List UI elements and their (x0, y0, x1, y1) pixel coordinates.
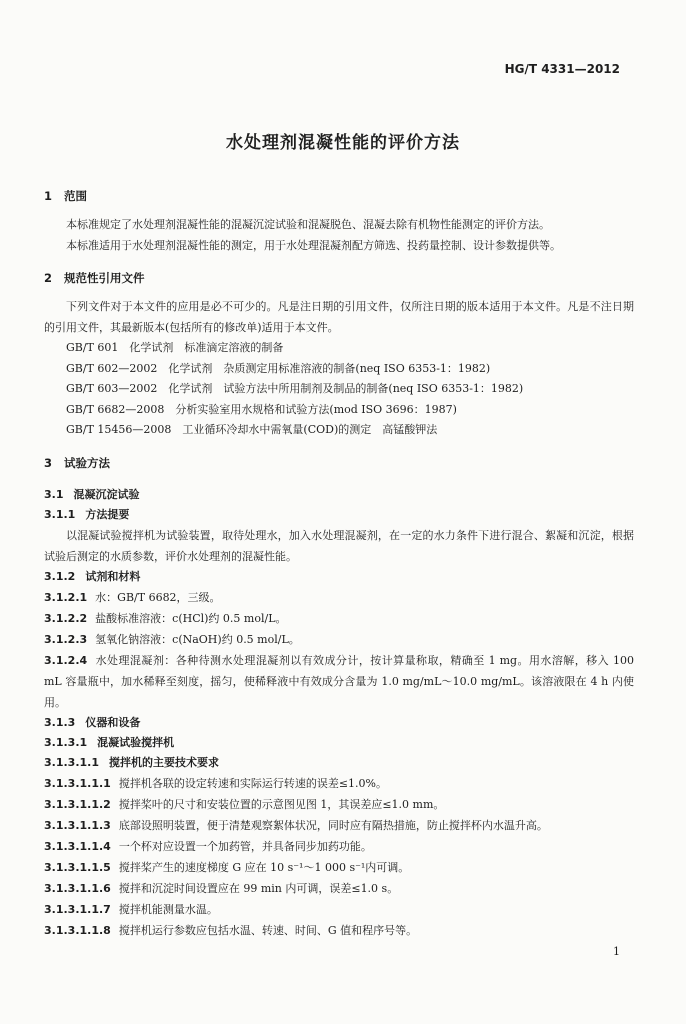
clause-item (44, 650, 634, 713)
subsection-heading (44, 733, 634, 753)
clause-text: 底部设照明装置，便于清楚观察絮体状况，同时应有隔热措施，防止搅拌杯内水温升高。 (118, 818, 548, 832)
section-number: 1 (44, 189, 53, 203)
section-title: 范围 (64, 189, 87, 203)
reference-item: GB/T 6682—2008 分析实验室用水规格和试验方法(mod ISO 3696：1987) (66, 402, 457, 416)
subsection-number: 3.1.3.1.1 (44, 755, 99, 769)
section-title: 试验方法 (64, 455, 110, 470)
clause-number: 3.1.2.1 (44, 590, 88, 604)
paragraph: 以混凝试验搅拌机为试验装置，取待处理水，加入水处理混凝剂，在一定的水力条件下进行混合、絮凝和沉淀，根据试验后测定的水质参数，评价水处理剂的混凝性能。 (44, 528, 634, 563)
standard-code: HG/T 4331—2012 (504, 62, 620, 76)
subsection-heading (44, 485, 634, 505)
clause-item (44, 815, 634, 836)
subsection-title: 方法提要 (85, 507, 130, 521)
clause-text: 搅拌机各联的设定转速和实际运行转速的误差≤1.0%。 (118, 776, 387, 790)
clause-item (44, 794, 634, 815)
clause-item (44, 920, 634, 941)
clause-text: 搅拌机能测量水温。 (118, 902, 218, 916)
document-body (44, 188, 634, 941)
clause-item (44, 878, 634, 899)
subsection-number: 3.1.1 (44, 507, 76, 521)
clause-text: 水：GB/T 6682，三级。 (95, 590, 221, 604)
paragraph: 本标准适用于水处理剂混凝性能的测定，用于水处理混凝剂配方筛选、投药量控制、设计参数提供等。 (66, 239, 561, 252)
clause-item (44, 587, 634, 608)
document-title: 水处理剂混凝性能的评价方法 (226, 133, 460, 153)
subsection-title: 混凝试验搅拌机 (97, 735, 175, 749)
subsection-number: 3.1.3.1 (44, 735, 88, 749)
section-2-heading (44, 270, 634, 286)
subsection-heading (44, 753, 634, 773)
subsection-title: 仪器和设备 (85, 715, 141, 729)
subsection-heading (44, 505, 634, 525)
section-number: 2 (44, 271, 53, 285)
clause-text: 水处理混凝剂：各种待测水处理混凝剂以有效成分计，按计算量称取，精确至 1 mg。用水溶解，移入 100 mL 容量瓶中，加水稀释至刻度，摇匀，使稀释液中有效成分含量为 1.0 mg/mL～10.0 mg/mL。该溶液限在 4 h 内使用。 (44, 653, 634, 709)
reference-item: GB/T 602—2002 化学试剂 杂质测定用标准溶液的制备(neq ISO 6353-1：1982) (66, 361, 491, 375)
clause-number: 3.1.2.2 (44, 611, 88, 625)
subsection-title: 混凝沉淀试验 (73, 487, 140, 501)
clause-item (44, 773, 634, 794)
clause-text: 搅拌桨叶的尺寸和安装位置的示意图见图 1，其误差应≤1.0 mm。 (118, 797, 445, 811)
section-title: 规范性引用文件 (64, 271, 145, 285)
clause-item (44, 629, 634, 650)
paragraph: 下列文件对于本文件的应用是必不可少的。凡是注日期的引用文件，仅所注日期的版本适用于本文件。凡是不注日期的引用文件，其最新版本(包括所有的修改单)适用于本文件。 (44, 300, 634, 334)
reference-item: GB/T 15456—2008 工业循环冷却水中需氧量(COD)的测定 高锰酸钾法 (66, 423, 438, 436)
clause-item (44, 836, 634, 857)
clause-text: 搅拌和沉淀时间设置应在 99 min 内可调，误差≤1.0 s。 (118, 881, 399, 895)
clause-text: 搅拌桨产生的速度梯度 G 应在 10 s⁻¹～1 000 s⁻¹内可调。 (118, 860, 410, 874)
subsection-heading (44, 567, 634, 587)
clause-item (44, 608, 634, 629)
reference-item: GB/T 601 化学试剂 标准滴定溶液的制备 (66, 341, 284, 354)
clause-number: 3.1.3.1.1.5 (44, 860, 111, 874)
clause-item (44, 899, 634, 920)
clause-text: 搅拌机运行参数应包括水温、转速、时间、G 值和程序号等。 (118, 923, 418, 937)
clause-number: 3.1.3.1.1.1 (44, 776, 111, 790)
clause-number: 3.1.2.3 (44, 632, 88, 646)
page-number: 1 (613, 945, 620, 958)
subsection-number: 3.1 (44, 487, 64, 501)
clause-number: 3.1.2.4 (44, 653, 88, 667)
subsection-number: 3.1.2 (44, 569, 76, 583)
clause-item (44, 857, 634, 878)
clause-number: 3.1.3.1.1.6 (44, 881, 111, 895)
reference-item: GB/T 603—2002 化学试剂 试验方法中所用制剂及制品的制备(neq ISO 6353-1：1982) (66, 382, 524, 395)
paragraph: 本标准规定了水处理剂混凝性能的混凝沉淀试验和混凝脱色、混凝去除有机物性能测定的评价方法。 (66, 218, 550, 231)
clause-text: 氢氧化钠溶液：c(NaOH)约 0.5 mol/L。 (95, 632, 300, 646)
clause-number: 3.1.3.1.1.4 (44, 839, 111, 853)
clause-number: 3.1.3.1.1.7 (44, 902, 111, 916)
clause-text: 盐酸标准溶液：c(HCl)约 0.5 mol/L。 (95, 611, 287, 625)
clause-text: 一个杯对应设置一个加药管，并具备同步加药功能。 (118, 839, 372, 853)
subsection-title: 搅拌机的主要技术要求 (108, 755, 219, 769)
clause-number: 3.1.3.1.1.8 (44, 923, 111, 937)
section-number: 3 (44, 455, 53, 470)
section-1-heading (44, 188, 634, 204)
subsection-title: 试剂和材料 (85, 569, 141, 583)
section-3-heading (44, 455, 634, 471)
clause-number: 3.1.3.1.1.2 (44, 797, 111, 811)
subsection-number: 3.1.3 (44, 715, 76, 729)
clause-number: 3.1.3.1.1.3 (44, 818, 111, 832)
subsection-heading (44, 713, 634, 733)
